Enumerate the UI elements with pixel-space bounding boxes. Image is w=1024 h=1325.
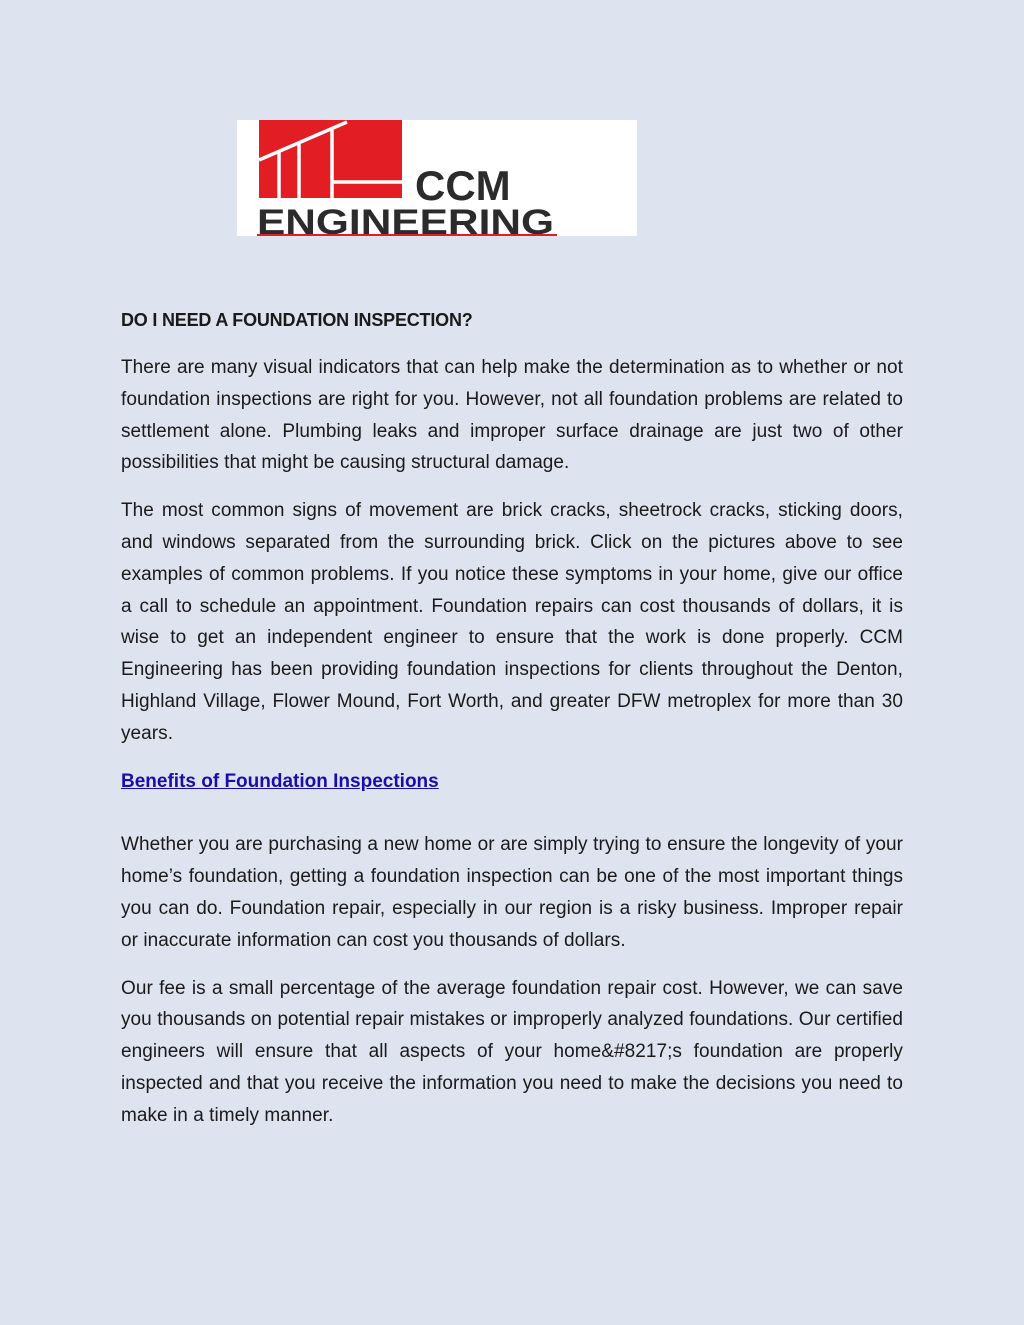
logo-text-ccm: CCM <box>415 162 511 209</box>
logo-graphic <box>237 120 637 236</box>
article-body <box>121 304 903 1148</box>
benefits-of-foundation-inspections-link[interactable]: Benefits of Foundation Inspections <box>121 770 439 792</box>
benefits-link-container <box>121 766 903 814</box>
page-title: DO I NEED A FOUNDATION INSPECTION? <box>121 310 473 330</box>
paragraph-our-fee: Our fee is a small percentage of the average foundation repair cost. However, we can save you thousands on potential repair mistakes or improperly analyzed foundations. Our certified engineers will ensure that all aspects of your home&#8217;s foundation are properly inspected and that you receive the information you need to make the decisions you need to make in a timely manner. <box>121 977 903 1126</box>
paragraph-purchasing-home: Whether you are purchasing a new home or are simply trying to ensure the longevity of your home’s foundation, getting a foundation inspection can be one of the most important things you can do. Foundation repair, especially in our region is a risky business. Improper repair or inaccurate information can cost you thousands of dollars. <box>121 834 903 951</box>
logo-text-engineering: ENGINEERING <box>257 203 554 236</box>
ccm-engineering-logo <box>237 120 637 236</box>
paragraph-visual-indicators: There are many visual indicators that can help make the determination as to whether or not foundation inspections are right for you. However, not all foundation problems are related to settlement alone. Plumbing leaks and improper surface drainage are just two of other possibilities that might be causing structural damage. <box>121 357 903 474</box>
paragraph-common-signs: The most common signs of movement are brick cracks, sheetrock cracks, sticking doors, and windows separated from the surrounding brick. Click on the pictures above to see examples of common problems. If you notice these symptoms in your home, give our office a call to schedule an appointment. Foundation repairs can cost thousands of dollars, it is wise to get an independent engineer to ensure that the work is done properly. CCM Engineering has been providing foundation inspections for clients throughout the Denton, Highland Village, Flower Mound, Fort Worth, and greater DFW metroplex for more than 30 years. <box>121 500 903 744</box>
